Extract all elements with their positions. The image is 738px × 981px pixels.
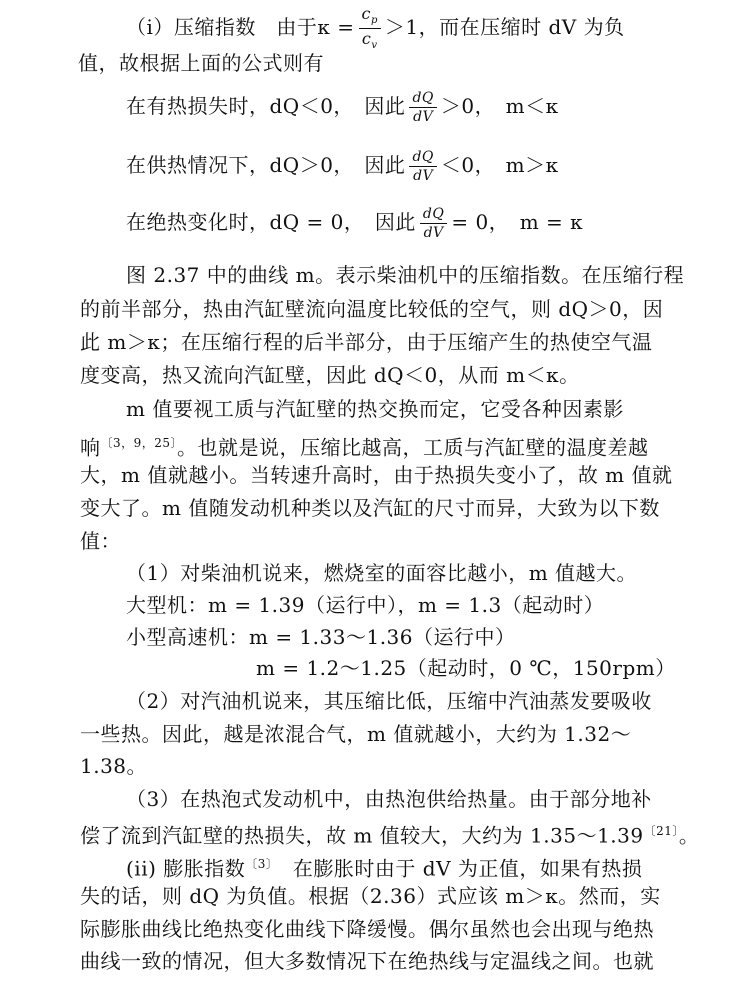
text-segment: 偿了流到汽缸壁的热损失，故 m 值较大，大约为 1.35～1.39 [80, 823, 644, 848]
line-2: 值，故根据上面的公式则有 [78, 51, 324, 75]
fraction-numerator: dQ [409, 150, 436, 167]
line-20: 一些热。因此，越是浓混合气，m 值就越小，大约为 1.32～ [80, 722, 632, 746]
subscript: v [371, 40, 378, 52]
text-segment: 在有热损失时，dQ＜0， 因此 [126, 94, 406, 118]
line-11 [80, 430, 649, 461]
line-25: 失的话，则 dQ 为负值。根据（2.36）式应该 m＞κ。然而，实 [80, 884, 661, 908]
line-adiabatic-case [126, 207, 583, 240]
line-14: 值： [80, 529, 121, 553]
line-18: m = 1.2～1.25（起动时，0 ℃，150rpm） [256, 656, 676, 680]
line-21: 1.38。 [80, 754, 148, 778]
text-segment: （i）压缩指数 由于κ = [126, 15, 355, 40]
dq-dv-fraction [420, 207, 447, 240]
fraction-denominator: dV [413, 168, 434, 184]
text-segment: 。也就是说，压缩比越高，工质与汽缸壁的温度差越 [177, 435, 649, 460]
line-7: 的前半部分，热由汽缸壁流向温度比较低的空气，则 dQ＞0，因 [80, 297, 664, 321]
line-22: （3）在热泡式发动机中，由热泡供给热量。由于部分地补 [126, 787, 652, 811]
text-segment: ＞1，而在压缩时 dV 为负 [384, 15, 625, 40]
kappa-fraction [359, 6, 381, 51]
fraction-numerator: dQ [420, 207, 447, 224]
line-compression-index-heading [126, 6, 625, 51]
citation-ref: 〔21〕 [643, 824, 679, 838]
text-segment: 响 [80, 435, 101, 460]
line-27: 曲线一致的情况，但大多数情况下在绝热线与定温线之间。也就 [80, 949, 654, 973]
line-26: 际膨胀曲线比绝热变化曲线下降缓慢。偶尔虽然也会出现与绝热 [80, 917, 654, 941]
line-23 [80, 818, 699, 849]
fraction-numerator: dQ [409, 91, 436, 108]
line-16: 大型机：m = 1.39（运行中），m = 1.3（起动时） [126, 593, 605, 617]
line-heat-loss-case [126, 91, 559, 124]
text-segment: (ii) 膨胀指数 [126, 856, 246, 881]
line-9: 度变高，热又流向汽缸壁，因此 dQ＜0，从而 m＜κ。 [80, 363, 580, 387]
line-15: （1）对柴油机说来，燃烧室的面容比越小，m 值越大。 [126, 561, 638, 585]
line-heat-supply-case [126, 150, 559, 183]
text-segment: 在膨胀时由于 dV 为正值，如果有热损 [272, 856, 643, 881]
citation-ref: 〔3，9，25〕 [100, 436, 178, 450]
fraction-denominator: dV [413, 109, 434, 125]
fraction-numerator: c [361, 4, 371, 23]
fraction-denominator: dV [423, 225, 444, 241]
line-17: 小型高速机：m = 1.33～1.36（运行中） [126, 625, 516, 649]
line-8: 此 m＞κ；在压缩行程的后半部分，由于压缩产生的热使空气温 [80, 330, 653, 354]
subscript: p [370, 15, 378, 27]
line-13: 变大了。m 值随发动机种类以及汽缸的尺寸而异，大致为以下数 [80, 496, 660, 520]
text-segment: 在供热情况下，dQ＞0， 因此 [126, 153, 406, 177]
line-19: （2）对汽油机说来，其压缩比低，压缩中汽油蒸发要吸收 [126, 689, 652, 713]
text-segment: ＞0， m＜κ [440, 94, 559, 118]
text-segment: ＜0， m＞κ [440, 153, 559, 177]
line-10: m 值要视工质与汽缸壁的热交换而定，它受各种因素影 [126, 397, 624, 421]
dq-dv-fraction [409, 91, 436, 124]
text-segment: = 0， m = κ [451, 210, 584, 234]
dq-dv-fraction [409, 150, 436, 183]
citation-ref: 〔3〕 [245, 857, 273, 871]
line-12: 大，m 值就越小。当转速升高时，由于热损失变小了，故 m 值就 [80, 463, 673, 487]
line-expansion-index-heading [126, 851, 642, 882]
line-6: 图 2.37 中的曲线 m。表示柴油机中的压缩指数。在压缩行程 [126, 263, 685, 287]
text-segment: 。 [678, 823, 700, 848]
fraction-denominator: c [361, 29, 372, 49]
text-segment: 在绝热变化时，dQ = 0， 因此 [126, 210, 416, 234]
